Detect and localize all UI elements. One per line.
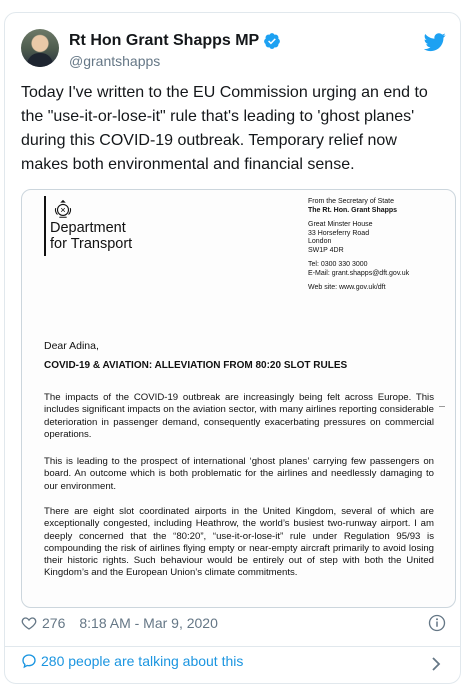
letter-subject: COVID-19 & AVIATION: ALLEVIATION FROM 80:20 SLOT RULES [44,360,348,371]
chevron-right-icon[interactable] [430,657,442,671]
avatar[interactable] [21,29,59,67]
telephone: Tel: 0300 330 3000 [308,261,368,268]
address-line: Great Minster House [308,221,373,228]
from-line: From the Secretary of State [308,198,394,205]
comment-bubble-icon [21,653,37,669]
royal-crest-icon [52,198,74,220]
page-margin-mark [439,406,445,407]
sender-name: The Rt. Hon. Grant Shapps [308,206,398,214]
letter-paragraph: The impacts of the COVID-19 outbreak are increasingly being felt across Europe. This includes significant impacts on the aviation sector, with many airlines reporting considerable deterioration in passenger demand, consequently exacerbating pressures on commercial operations. [44,392,434,440]
address-line: London [308,238,332,245]
tweet-timestamp[interactable]: 8:18 AM - Mar 9, 2020 [79,615,218,631]
letter-image[interactable] [21,189,456,608]
dept-line-2: for Transport [50,236,133,252]
author-name-row[interactable] [69,32,281,50]
like-count[interactable]: 276 [42,615,66,631]
letter-paragraph: There are eight slot coordinated airports in the United Kingdom, several of which are exceptionally congested, including Heathrow, the world’s busiest two-runway airport. I am deeply concerned that the “80:20”, “use-it-or-lose-it” rule under Regulation 95/93 is compounding the risk of airlines flying empty or near-empty aircraft primarily to avoid losing their historic rights. Such behaviour would be entirely out of step with both the United Kingdom’s and the European Union’s climate commitments. [44,506,434,579]
dept-line-1: Department [50,220,126,236]
letter-document [22,190,455,607]
info-icon[interactable] [428,614,446,632]
author-name[interactable]: Rt Hon Grant Shapps MP [69,32,260,49]
dept-logo-bar [44,196,46,256]
twitter-bird-icon[interactable] [424,31,446,53]
tweet-text: Today I've written to the EU Commission urging an end to the "use-it-or-lose-it" rule that's leading to 'ghost planes' during this COVID-19 outbreak. Temporary relief now makes both environmental and financial sense. [21,84,428,173]
verified-badge-icon [263,32,281,50]
conversation-link[interactable] [21,653,243,669]
address-line: 33 Horseferry Road [308,229,370,237]
heart-icon[interactable] [21,615,37,631]
conversation-text[interactable]: 280 people are talking about this [41,653,244,669]
tweet-card [4,12,461,684]
tweet-meta-row [21,615,218,631]
email: E-Mail: grant.shapps@dft.gov.uk [308,269,410,277]
author-handle[interactable]: @grantshapps [69,53,161,69]
website: Web site: www.gov.uk/dft [308,284,386,291]
letter-salutation: Dear Adina, [44,340,99,352]
department-logo-text [50,220,132,252]
address-line: SW1P 4DR [308,246,344,254]
sender-address-block [308,198,409,293]
footer-divider [5,646,460,647]
letter-paragraph: This is leading to the prospect of international ‘ghost planes’ carrying few passengers on board. An outcome which is both problematic for the airlines and needlessly damaging to our environment. [44,456,434,492]
